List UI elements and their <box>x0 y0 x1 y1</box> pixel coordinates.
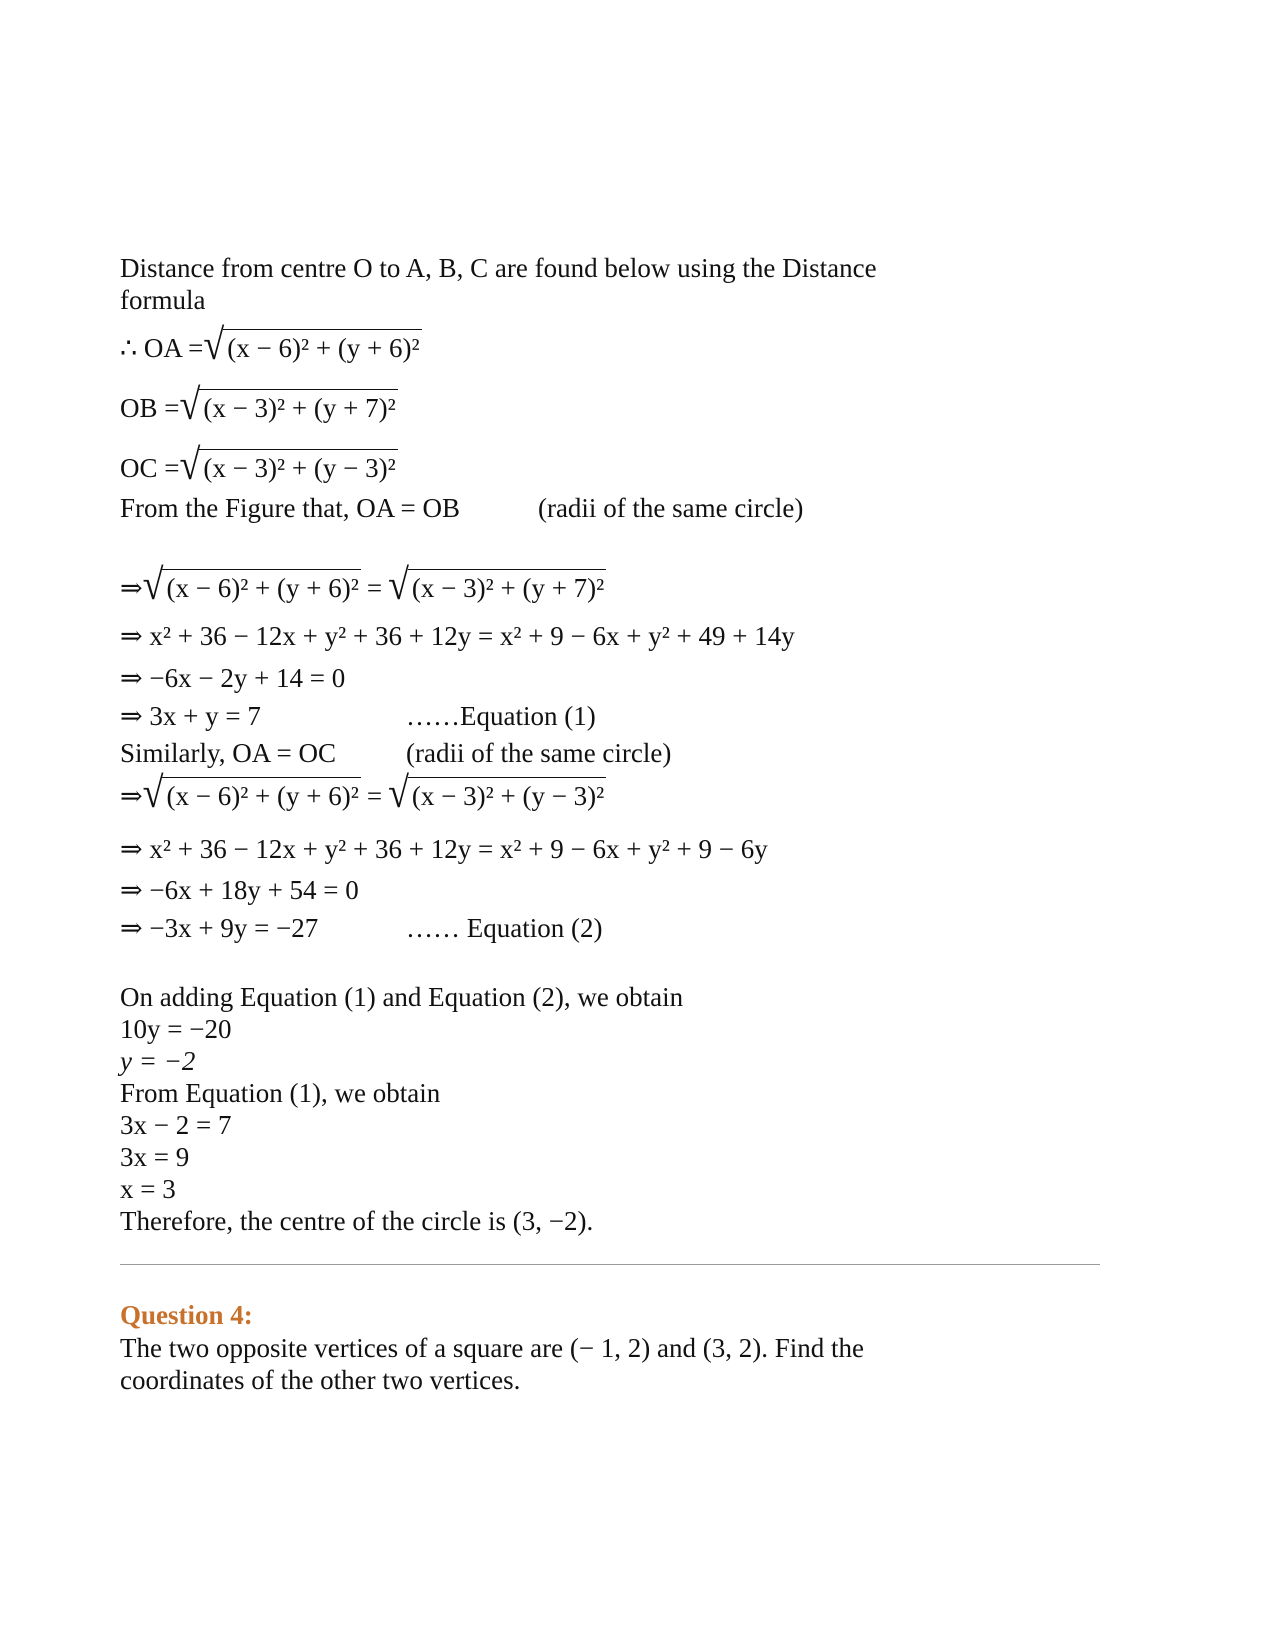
step1-eq: = <box>366 573 383 603</box>
step-7: ⇒ −6x + 18y + 54 = 0 <box>120 875 359 905</box>
step-6: ⇒ x² + 36 − 12x + y² + 36 + 12y = x² + 9 − 6x + y² + 9 − 6y <box>120 834 768 864</box>
sqrt-oc: √ (x − 3)² + (y − 3)² <box>179 440 396 490</box>
intro-line-1: Distance from centre O to A, B, C are found below using the Distance <box>120 253 877 283</box>
oa-prefix: ∴ OA = <box>120 333 204 363</box>
step-1: ⇒ √ (x − 6)² + (y + 6)² = √ (x − 3)² + (y + 7)² <box>120 560 605 610</box>
similarly-line <box>120 737 671 769</box>
step5-eq: = <box>366 781 383 811</box>
oc-radicand: (x − 3)² + (y − 3)² <box>199 449 397 484</box>
step5-lhs: (x − 6)² + (y + 6)² <box>162 777 360 812</box>
result-5: x = 3 <box>120 1174 176 1204</box>
step4-text: ⇒ 3x + y = 7 <box>120 701 261 731</box>
step-4 <box>120 700 596 732</box>
equation-oc <box>120 440 398 490</box>
result-1: 10y = −20 <box>120 1014 232 1044</box>
question-text-1: The two opposite vertices of a square are (− 1, 2) and (3, 2). Find the <box>120 1333 865 1363</box>
figure-text: From the Figure that, OA = OB <box>120 493 460 523</box>
step5-rhs: (x − 3)² + (y − 3)² <box>408 777 606 812</box>
equation-ob <box>120 380 398 430</box>
sqrt-step5-rhs: √ (x − 3)² + (y − 3)² <box>388 768 605 818</box>
question-text-2: coordinates of the other two vertices. <box>120 1365 521 1395</box>
oc-prefix: OC = <box>120 453 180 483</box>
result-2: y = −2 <box>120 1046 196 1076</box>
sqrt-step5-lhs: √ (x − 6)² + (y + 6)² <box>142 768 359 818</box>
step8-text: ⇒ −3x + 9y = −27 <box>120 913 319 943</box>
equation-oa <box>120 320 422 370</box>
sqrt-oa: √ (x − 6)² + (y + 6)² <box>203 320 420 370</box>
step1-lhs: (x − 6)² + (y + 6)² <box>162 569 360 604</box>
ob-prefix: OB = <box>120 393 180 423</box>
adding-line: On adding Equation (1) and Equation (2), we obtain <box>120 982 684 1012</box>
result-4: 3x = 9 <box>120 1142 190 1172</box>
step8-label: …… Equation (2) <box>406 913 603 943</box>
sqrt-step1-rhs: √ (x − 3)² + (y + 7)² <box>388 560 605 610</box>
similarly-text: Similarly, OA = OC <box>120 738 336 768</box>
result-3: 3x − 2 = 7 <box>120 1110 232 1140</box>
similarly-note: (radii of the same circle) <box>406 738 672 768</box>
step-8 <box>120 912 602 944</box>
step-5: ⇒ √ (x − 6)² + (y + 6)² = √ (x − 3)² + (y − 3)² <box>120 768 605 818</box>
figure-line <box>120 492 803 524</box>
figure-note: (radii of the same circle) <box>537 493 804 523</box>
oa-radicand: (x − 6)² + (y + 6)² <box>223 329 421 364</box>
sqrt-ob: √ (x − 3)² + (y + 7)² <box>179 380 396 430</box>
question-heading: Question 4: <box>120 1300 253 1330</box>
sqrt-step1-lhs: √ (x − 6)² + (y + 6)² <box>142 560 359 610</box>
step4-label: ……Equation (1) <box>406 701 596 731</box>
from-equation-1: From Equation (1), we obtain <box>120 1078 441 1108</box>
section-divider <box>120 1264 1100 1265</box>
step-2: ⇒ x² + 36 − 12x + y² + 36 + 12y = x² + 9 − 6x + y² + 49 + 14y <box>120 621 795 651</box>
step-3: ⇒ −6x − 2y + 14 = 0 <box>120 663 346 693</box>
conclusion: Therefore, the centre of the circle is (3, −2). <box>120 1206 594 1236</box>
ob-radicand: (x − 3)² + (y + 7)² <box>199 389 397 424</box>
intro-line-2: formula <box>120 285 206 315</box>
step1-rhs: (x − 3)² + (y + 7)² <box>408 569 606 604</box>
